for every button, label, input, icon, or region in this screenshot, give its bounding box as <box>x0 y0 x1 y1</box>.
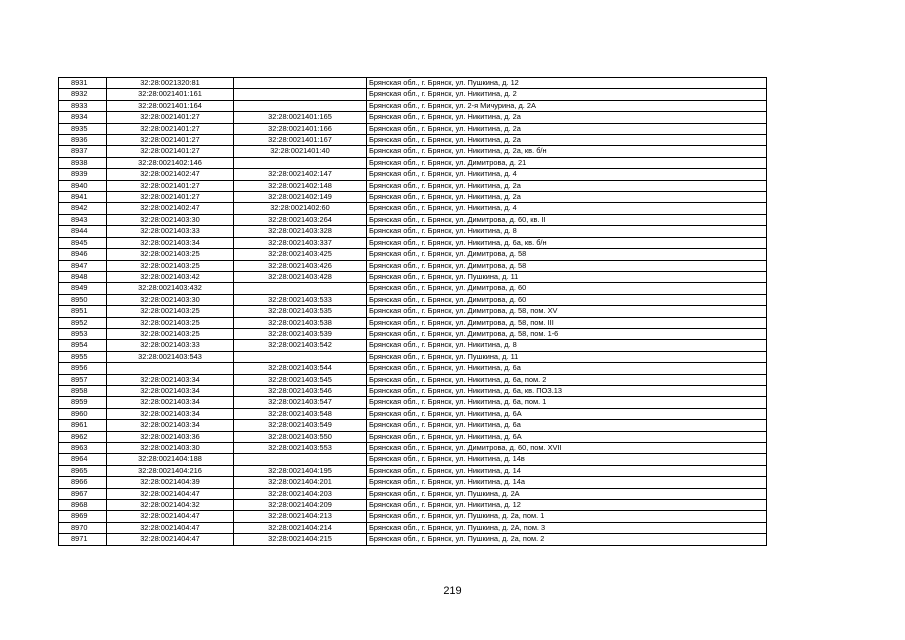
table-row <box>59 420 767 431</box>
row-number-cell: 8952 <box>59 317 107 328</box>
address-cell: Брянская обл., г. Брянск, ул. Пушкина, д. 12 <box>367 78 767 89</box>
address-cell: Брянская обл., г. Брянск, ул. Никитина, д. 6а, пом. 2 <box>367 374 767 385</box>
linked-cadastral-number-cell: 32:28:0021404:209 <box>234 500 367 511</box>
linked-cadastral-number-cell: 32:28:0021401:167 <box>234 135 367 146</box>
address-cell: Брянская обл., г. Брянск, ул. Никитина, д. 2а <box>367 192 767 203</box>
row-number-cell: 8931 <box>59 78 107 89</box>
table-row <box>59 431 767 442</box>
linked-cadastral-number-cell <box>234 283 367 294</box>
table-row <box>59 443 767 454</box>
linked-cadastral-number-cell: 32:28:0021402:149 <box>234 192 367 203</box>
table-row <box>59 123 767 134</box>
cadastral-number-cell: 32:28:0021403:25 <box>107 260 234 271</box>
table-row <box>59 112 767 123</box>
address-cell: Брянская обл., г. Брянск, ул. Никитина, д. 2а <box>367 112 767 123</box>
row-number-cell: 8968 <box>59 500 107 511</box>
linked-cadastral-number-cell: 32:28:0021403:426 <box>234 260 367 271</box>
table-row <box>59 408 767 419</box>
table-row <box>59 294 767 305</box>
row-number-cell: 8947 <box>59 260 107 271</box>
table-row <box>59 135 767 146</box>
cadastral-number-cell: 32:28:0021404:47 <box>107 488 234 499</box>
address-cell: Брянская обл., г. Брянск, ул. Димитрова, д. 60, кв. II <box>367 214 767 225</box>
row-number-cell: 8940 <box>59 180 107 191</box>
table-row <box>59 157 767 168</box>
table-row <box>59 203 767 214</box>
linked-cadastral-number-cell: 32:28:0021402:60 <box>234 203 367 214</box>
row-number-cell: 8961 <box>59 420 107 431</box>
linked-cadastral-number-cell: 32:28:0021404:201 <box>234 477 367 488</box>
cadastral-number-cell: 32:28:0021403:25 <box>107 317 234 328</box>
cadastral-number-cell: 32:28:0021403:34 <box>107 237 234 248</box>
address-cell: Брянская обл., г. Брянск, ул. Никитина, д. 6а <box>367 363 767 374</box>
address-cell: Брянская обл., г. Брянск, ул. Димитрова, д. 60, пом. XVII <box>367 443 767 454</box>
page-number: 219 <box>443 585 462 597</box>
table-row <box>59 511 767 522</box>
address-cell: Брянская обл., г. Брянск, ул. Пушкина, д. 11 <box>367 271 767 282</box>
cadastral-number-cell: 32:28:0021403:30 <box>107 214 234 225</box>
table-row <box>59 397 767 408</box>
row-number-cell: 8963 <box>59 443 107 454</box>
address-cell: Брянская обл., г. Брянск, ул. Димитрова, д. 60 <box>367 294 767 305</box>
row-number-cell: 8953 <box>59 328 107 339</box>
cadastral-number-cell: 32:28:0021402:146 <box>107 157 234 168</box>
cadastral-number-cell: 32:28:0021404:47 <box>107 511 234 522</box>
registry-table <box>58 77 767 546</box>
table-row <box>59 180 767 191</box>
linked-cadastral-number-cell <box>234 89 367 100</box>
table-row <box>59 363 767 374</box>
cadastral-number-cell: 32:28:0021404:39 <box>107 477 234 488</box>
row-number-cell: 8938 <box>59 157 107 168</box>
address-cell: Брянская обл., г. Брянск, ул. Никитина, д. 6а, кв. б/н <box>367 237 767 248</box>
linked-cadastral-number-cell: 32:28:0021403:544 <box>234 363 367 374</box>
table-row <box>59 488 767 499</box>
table-row <box>59 214 767 225</box>
linked-cadastral-number-cell: 32:28:0021403:539 <box>234 328 367 339</box>
cadastral-number-cell: 32:28:0021403:42 <box>107 271 234 282</box>
cadastral-number-cell: 32:28:0021403:33 <box>107 226 234 237</box>
registry-table-body <box>59 78 767 546</box>
linked-cadastral-number-cell: 32:28:0021403:535 <box>234 306 367 317</box>
address-cell: Брянская обл., г. Брянск, ул. Никитина, д. 6А <box>367 431 767 442</box>
row-number-cell: 8954 <box>59 340 107 351</box>
table-row <box>59 328 767 339</box>
linked-cadastral-number-cell: 32:28:0021403:550 <box>234 431 367 442</box>
row-number-cell: 8962 <box>59 431 107 442</box>
row-number-cell: 8942 <box>59 203 107 214</box>
cadastral-number-cell: 32:28:0021404:216 <box>107 465 234 476</box>
cadastral-number-cell: 32:28:0021403:30 <box>107 294 234 305</box>
cadastral-number-cell: 32:28:0021404:47 <box>107 534 234 545</box>
address-cell: Брянская обл., г. Брянск, ул. Пушкина, д. 2А <box>367 488 767 499</box>
row-number-cell: 8965 <box>59 465 107 476</box>
linked-cadastral-number-cell <box>234 351 367 362</box>
table-row <box>59 500 767 511</box>
row-number-cell: 8932 <box>59 89 107 100</box>
cadastral-number-cell: 32:28:0021403:25 <box>107 328 234 339</box>
address-cell: Брянская обл., г. Брянск, ул. Пушкина, д. 2А, пом. 3 <box>367 522 767 533</box>
table-row <box>59 477 767 488</box>
table-row <box>59 89 767 100</box>
address-cell: Брянская обл., г. Брянск, ул. Никитина, д. 6а, пом. 1 <box>367 397 767 408</box>
cadastral-number-cell: 32:28:0021403:30 <box>107 443 234 454</box>
row-number-cell: 8946 <box>59 249 107 260</box>
table-row <box>59 146 767 157</box>
row-number-cell: 8948 <box>59 271 107 282</box>
linked-cadastral-number-cell: 32:28:0021403:549 <box>234 420 367 431</box>
cadastral-number-cell: 32:28:0021401:27 <box>107 123 234 134</box>
row-number-cell: 8957 <box>59 374 107 385</box>
table-row <box>59 249 767 260</box>
address-cell: Брянская обл., г. Брянск, ул. Пушкина, д. 2а, пом. 1 <box>367 511 767 522</box>
cadastral-number-cell: 32:28:0021403:34 <box>107 420 234 431</box>
table-row <box>59 226 767 237</box>
linked-cadastral-number-cell: 32:28:0021403:553 <box>234 443 367 454</box>
table-row <box>59 465 767 476</box>
table-row <box>59 306 767 317</box>
row-number-cell: 8955 <box>59 351 107 362</box>
row-number-cell: 8937 <box>59 146 107 157</box>
row-number-cell: 8967 <box>59 488 107 499</box>
cadastral-number-cell: 32:28:0021403:432 <box>107 283 234 294</box>
row-number-cell: 8934 <box>59 112 107 123</box>
linked-cadastral-number-cell: 32:28:0021403:337 <box>234 237 367 248</box>
table-row <box>59 260 767 271</box>
linked-cadastral-number-cell: 32:28:0021403:425 <box>234 249 367 260</box>
row-number-cell: 8941 <box>59 192 107 203</box>
address-cell: Брянская обл., г. Брянск, ул. Никитина, д. 8 <box>367 226 767 237</box>
address-cell: Брянская обл., г. Брянск, ул. Никитина, д. 6а <box>367 420 767 431</box>
cadastral-number-cell: 32:28:0021403:34 <box>107 374 234 385</box>
table-row <box>59 351 767 362</box>
address-cell: Брянская обл., г. Брянск, ул. Никитина, д. 12 <box>367 500 767 511</box>
linked-cadastral-number-cell: 32:28:0021403:538 <box>234 317 367 328</box>
cadastral-number-cell: 32:28:0021320:81 <box>107 78 234 89</box>
cadastral-number-cell: 32:28:0021404:47 <box>107 522 234 533</box>
cadastral-number-cell: 32:28:0021403:25 <box>107 249 234 260</box>
linked-cadastral-number-cell: 32:28:0021403:545 <box>234 374 367 385</box>
linked-cadastral-number-cell <box>234 157 367 168</box>
row-number-cell: 8971 <box>59 534 107 545</box>
table-row <box>59 340 767 351</box>
cadastral-number-cell: 32:28:0021404:188 <box>107 454 234 465</box>
table-row <box>59 522 767 533</box>
address-cell: Брянская обл., г. Брянск, ул. Никитина, д. 2а, кв. б/н <box>367 146 767 157</box>
address-cell: Брянская обл., г. Брянск, ул. Никитина, д. 14а <box>367 477 767 488</box>
linked-cadastral-number-cell: 32:28:0021403:548 <box>234 408 367 419</box>
linked-cadastral-number-cell: 32:28:0021403:264 <box>234 214 367 225</box>
row-number-cell: 8933 <box>59 100 107 111</box>
address-cell: Брянская обл., г. Брянск, ул. 2-я Мичурина, д. 2А <box>367 100 767 111</box>
row-number-cell: 8970 <box>59 522 107 533</box>
address-cell: Брянская обл., г. Брянск, ул. Димитрова, д. 21 <box>367 157 767 168</box>
cadastral-number-cell: 32:28:0021401:27 <box>107 192 234 203</box>
cadastral-number-cell: 32:28:0021401:164 <box>107 100 234 111</box>
address-cell: Брянская обл., г. Брянск, ул. Димитрова, д. 58, пом. XV <box>367 306 767 317</box>
linked-cadastral-number-cell: 32:28:0021404:214 <box>234 522 367 533</box>
table-row <box>59 385 767 396</box>
cadastral-number-cell <box>107 363 234 374</box>
cadastral-number-cell: 32:28:0021403:25 <box>107 306 234 317</box>
linked-cadastral-number-cell: 32:28:0021403:328 <box>234 226 367 237</box>
linked-cadastral-number-cell: 32:28:0021404:215 <box>234 534 367 545</box>
linked-cadastral-number-cell: 32:28:0021404:203 <box>234 488 367 499</box>
row-number-cell: 8951 <box>59 306 107 317</box>
linked-cadastral-number-cell: 32:28:0021402:147 <box>234 169 367 180</box>
cadastral-number-cell: 32:28:0021401:161 <box>107 89 234 100</box>
table-row <box>59 192 767 203</box>
linked-cadastral-number-cell <box>234 78 367 89</box>
linked-cadastral-number-cell <box>234 454 367 465</box>
linked-cadastral-number-cell: 32:28:0021402:148 <box>234 180 367 191</box>
linked-cadastral-number-cell: 32:28:0021403:542 <box>234 340 367 351</box>
cadastral-number-cell: 32:28:0021402:47 <box>107 203 234 214</box>
address-cell: Брянская обл., г. Брянск, ул. Никитина, д. 2а <box>367 135 767 146</box>
address-cell: Брянская обл., г. Брянск, ул. Димитрова, д. 58, пом. III <box>367 317 767 328</box>
cadastral-number-cell: 32:28:0021403:36 <box>107 431 234 442</box>
linked-cadastral-number-cell: 32:28:0021403:533 <box>234 294 367 305</box>
row-number-cell: 8939 <box>59 169 107 180</box>
cadastral-number-cell: 32:28:0021401:27 <box>107 135 234 146</box>
cadastral-number-cell: 32:28:0021401:27 <box>107 146 234 157</box>
linked-cadastral-number-cell: 32:28:0021403:547 <box>234 397 367 408</box>
address-cell: Брянская обл., г. Брянск, ул. Никитина, д. 6а, кв. ПОЗ.13 <box>367 385 767 396</box>
cadastral-number-cell: 32:28:0021403:543 <box>107 351 234 362</box>
linked-cadastral-number-cell: 32:28:0021401:166 <box>234 123 367 134</box>
address-cell: Брянская обл., г. Брянск, ул. Никитина, д. 14 <box>367 465 767 476</box>
row-number-cell: 8949 <box>59 283 107 294</box>
address-cell: Брянская обл., г. Брянск, ул. Димитрова, д. 58 <box>367 260 767 271</box>
address-cell: Брянская обл., г. Брянск, ул. Димитрова, д. 60 <box>367 283 767 294</box>
address-cell: Брянская обл., г. Брянск, ул. Никитина, д. 6А <box>367 408 767 419</box>
cadastral-number-cell: 32:28:0021403:34 <box>107 385 234 396</box>
address-cell: Брянская обл., г. Брянск, ул. Никитина, д. 2 <box>367 89 767 100</box>
table-row <box>59 317 767 328</box>
address-cell: Брянская обл., г. Брянск, ул. Никитина, д. 4 <box>367 203 767 214</box>
table-row <box>59 283 767 294</box>
row-number-cell: 8956 <box>59 363 107 374</box>
row-number-cell: 8944 <box>59 226 107 237</box>
address-cell: Брянская обл., г. Брянск, ул. Димитрова, д. 58 <box>367 249 767 260</box>
row-number-cell: 8969 <box>59 511 107 522</box>
row-number-cell: 8964 <box>59 454 107 465</box>
linked-cadastral-number-cell <box>234 100 367 111</box>
row-number-cell: 8935 <box>59 123 107 134</box>
table-row <box>59 169 767 180</box>
cadastral-number-cell: 32:28:0021401:27 <box>107 180 234 191</box>
address-cell: Брянская обл., г. Брянск, ул. Димитрова, д. 58, пом. 1-6 <box>367 328 767 339</box>
row-number-cell: 8943 <box>59 214 107 225</box>
table-row <box>59 271 767 282</box>
cadastral-number-cell: 32:28:0021403:34 <box>107 397 234 408</box>
cadastral-number-cell: 32:28:0021401:27 <box>107 112 234 123</box>
linked-cadastral-number-cell: 32:28:0021403:428 <box>234 271 367 282</box>
linked-cadastral-number-cell: 32:28:0021401:40 <box>234 146 367 157</box>
table-row <box>59 374 767 385</box>
table-row <box>59 78 767 89</box>
address-cell: Брянская обл., г. Брянск, ул. Никитина, д. 2а <box>367 180 767 191</box>
address-cell: Брянская обл., г. Брянск, ул. Никитина, д. 14в <box>367 454 767 465</box>
cadastral-number-cell: 32:28:0021402:47 <box>107 169 234 180</box>
row-number-cell: 8945 <box>59 237 107 248</box>
table-row <box>59 100 767 111</box>
cadastral-number-cell: 32:28:0021403:33 <box>107 340 234 351</box>
linked-cadastral-number-cell: 32:28:0021404:195 <box>234 465 367 476</box>
address-cell: Брянская обл., г. Брянск, ул. Пушкина, д. 2а, пом. 2 <box>367 534 767 545</box>
row-number-cell: 8936 <box>59 135 107 146</box>
address-cell: Брянская обл., г. Брянск, ул. Никитина, д. 4 <box>367 169 767 180</box>
row-number-cell: 8958 <box>59 385 107 396</box>
linked-cadastral-number-cell: 32:28:0021403:546 <box>234 385 367 396</box>
row-number-cell: 8966 <box>59 477 107 488</box>
cadastral-number-cell: 32:28:0021403:34 <box>107 408 234 419</box>
cadastral-number-cell: 32:28:0021404:32 <box>107 500 234 511</box>
table-row <box>59 534 767 545</box>
row-number-cell: 8959 <box>59 397 107 408</box>
address-cell: Брянская обл., г. Брянск, ул. Никитина, д. 2а <box>367 123 767 134</box>
linked-cadastral-number-cell: 32:28:0021401:165 <box>234 112 367 123</box>
row-number-cell: 8950 <box>59 294 107 305</box>
table-row <box>59 454 767 465</box>
linked-cadastral-number-cell: 32:28:0021404:213 <box>234 511 367 522</box>
address-cell: Брянская обл., г. Брянск, ул. Никитина, д. 8 <box>367 340 767 351</box>
address-cell: Брянская обл., г. Брянск, ул. Пушкина, д. 11 <box>367 351 767 362</box>
table-row <box>59 237 767 248</box>
row-number-cell: 8960 <box>59 408 107 419</box>
